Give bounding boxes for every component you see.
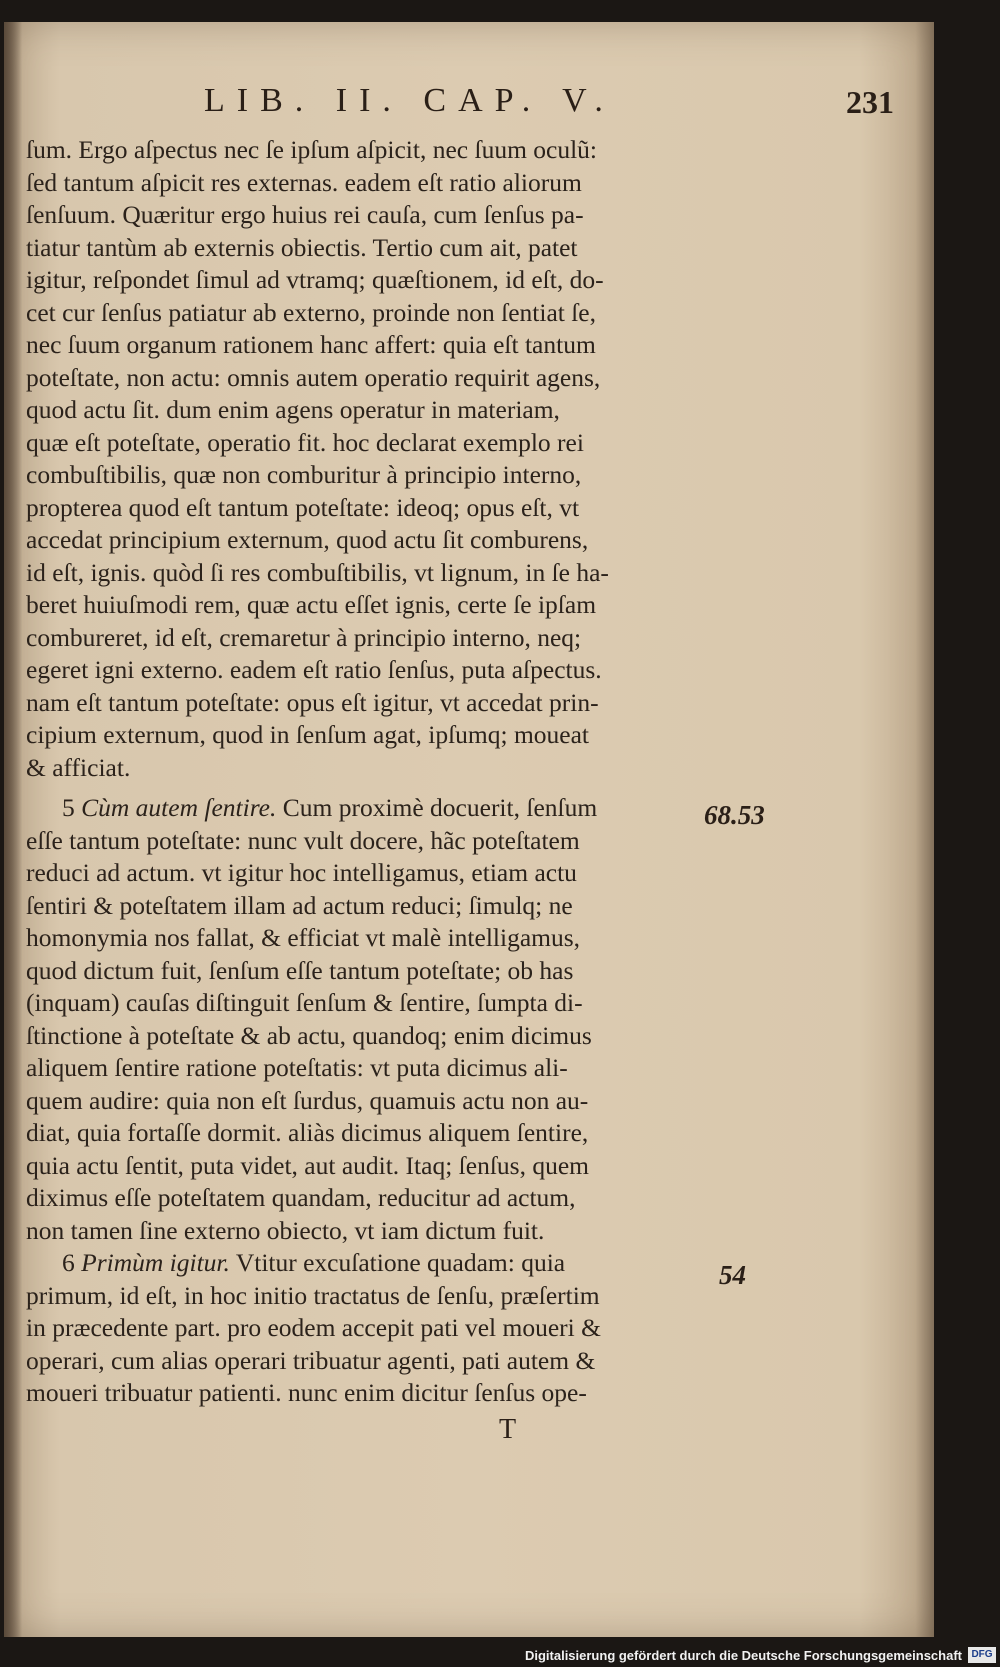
- text-line: propterea quod eſt tantum poteſtate: ideoq; opus eſt, vt: [26, 492, 580, 522]
- text-line: igitur, reſpondet ſimul ad vtramq; quæſtionem, id eſt, do-: [26, 265, 604, 294]
- text-line: quæ eſt poteſtate, operatio fit. hoc declarat exemplo rei: [26, 427, 584, 457]
- text-line: tiatur tantùm ab externis obiectis. Tertio cum ait, patet: [26, 232, 578, 262]
- text-line: quia actu ſentit, puta videt, aut audit. Itaq; ſenſus, quem: [26, 1150, 589, 1180]
- signature-mark: T: [499, 1414, 517, 1445]
- text-line: quod dictum fuit, ſenſum eſſe tantum poteſtate; ob has: [26, 955, 574, 985]
- text-line: combureret, id eſt, cremaretur à principio interno, neq;: [26, 622, 582, 652]
- commentary-text: Cum proximè docuerit, ſenſum: [282, 793, 598, 822]
- marginal-reference: 54: [719, 1260, 746, 1290]
- paragraph-3: [26, 1280, 706, 1410]
- text-line: accedat principium externum, quod actu ſit comburens,: [26, 525, 589, 554]
- text-line: ſtinctione à poteſtate & ab actu, quandoq; enim dicimus: [26, 1020, 592, 1050]
- text-line: nec ſuum organum rationem hanc affert: quia eſt tantum: [26, 330, 596, 359]
- paragraph-3-first-line: [26, 1247, 706, 1280]
- paragraph-number: 5: [62, 793, 75, 822]
- text-line: ſentiri & poteſtatem illam ad actum reduci; ſimulq; ne: [26, 890, 573, 920]
- text-line: cet cur ſenſus patiatur ab externo, proinde non ſentiat ſe,: [26, 297, 597, 327]
- text-line: ſum. Ergo aſpectus nec ſe ipſum aſpicit, nec ſuum oculũ:: [26, 135, 598, 164]
- text-line: ſed tantum aſpicit res externas. eadem eſt ratio aliorum: [26, 167, 582, 197]
- lemma: Primùm igitur.: [81, 1248, 230, 1277]
- page-number: 231: [846, 84, 894, 120]
- text-line: beret huiuſmodi rem, quæ actu eſſet ignis, certe ſe ipſam: [26, 590, 597, 619]
- text-line: poteſtate, non actu: omnis autem operatio requirit agens,: [26, 362, 601, 392]
- text-line: ſenſuum. Quæritur ergo huius rei cauſa, cum ſenſus pa-: [26, 200, 584, 229]
- lemma: Cùm autem ſentire.: [81, 793, 277, 822]
- text-line: cipium externum, quod in ſenſum agat, ipſumq; moueat: [26, 720, 590, 749]
- book-page: [4, 22, 934, 1637]
- text-line: reduci ad actum. vt igitur hoc intelligamus, etiam actu: [26, 858, 577, 887]
- text-line: eſſe tantum poteſtate: nunc vult docere, hãc poteſtatem: [26, 825, 580, 855]
- page-header: [164, 82, 894, 130]
- text-line: & afficiat.: [26, 752, 131, 782]
- dfg-logo: DFG: [968, 1647, 996, 1663]
- running-head: LIB. II. CAP. V.: [204, 82, 615, 119]
- text-line: (inquam) cauſas diſtinguit ſenſum & ſentire, ſumpta di-: [26, 988, 583, 1017]
- text-line: egeret igni externo. eadem eſt ratio ſenſus, puta aſpectus.: [26, 655, 602, 684]
- paragraph-2-first-line: [26, 792, 706, 825]
- text-line: diat, quia fortaſſe dormit. aliàs dicimus aliquem ſentire,: [26, 1118, 589, 1147]
- paragraph-number: 6: [62, 1248, 75, 1277]
- text-line: in præcedente part. pro eodem accepit pati vel moueri &: [26, 1313, 601, 1342]
- text-line: aliquem ſentire ratione poteſtatis: vt puta dicimus ali-: [26, 1053, 568, 1082]
- text-line: non tamen ſine externo obiecto, vt iam dictum fuit.: [26, 1215, 545, 1245]
- body-text: [26, 134, 706, 1410]
- text-line: homonymia nos fallat, & efficiat vt malè intelligamus,: [26, 923, 581, 952]
- text-line: id eſt, ignis. quòd ſi res combuſtibilis, vt lignum, in ſe ha-: [26, 557, 609, 587]
- digitization-footer: [525, 1643, 1000, 1667]
- funding-credit: Digitalisierung gefördert durch die Deutsche Forschungsgemeinschaft: [524, 1647, 962, 1663]
- text-line: nam eſt tantum poteſtate: opus eſt igitur, vt accedat prin-: [26, 687, 599, 717]
- text-line: combuſtibilis, quæ non comburitur à principio interno,: [26, 460, 582, 489]
- text-line: operari, cum alias operari tribuatur agenti, pati autem &: [26, 1345, 596, 1375]
- text-line: primum, id eſt, in hoc initio tractatus de ſenſu, præſertim: [26, 1280, 600, 1310]
- text-line: moueri tribuatur patienti. nunc enim dicitur ſenſus ope-: [26, 1378, 587, 1407]
- marginal-reference: 68.53: [704, 800, 765, 830]
- paragraph-1: [26, 134, 706, 784]
- text-line: quod actu ſit. dum enim agens operatur in materiam,: [26, 395, 560, 424]
- paragraph-2: [26, 825, 706, 1248]
- text-line: diximus eſſe poteſtatem quandam, reducitur ad actum,: [26, 1183, 576, 1212]
- text-line: quem audire: quia non eſt ſurdus, quamuis actu non au-: [26, 1085, 589, 1115]
- commentary-text: Vtitur excuſatione quadam: quia: [235, 1248, 566, 1277]
